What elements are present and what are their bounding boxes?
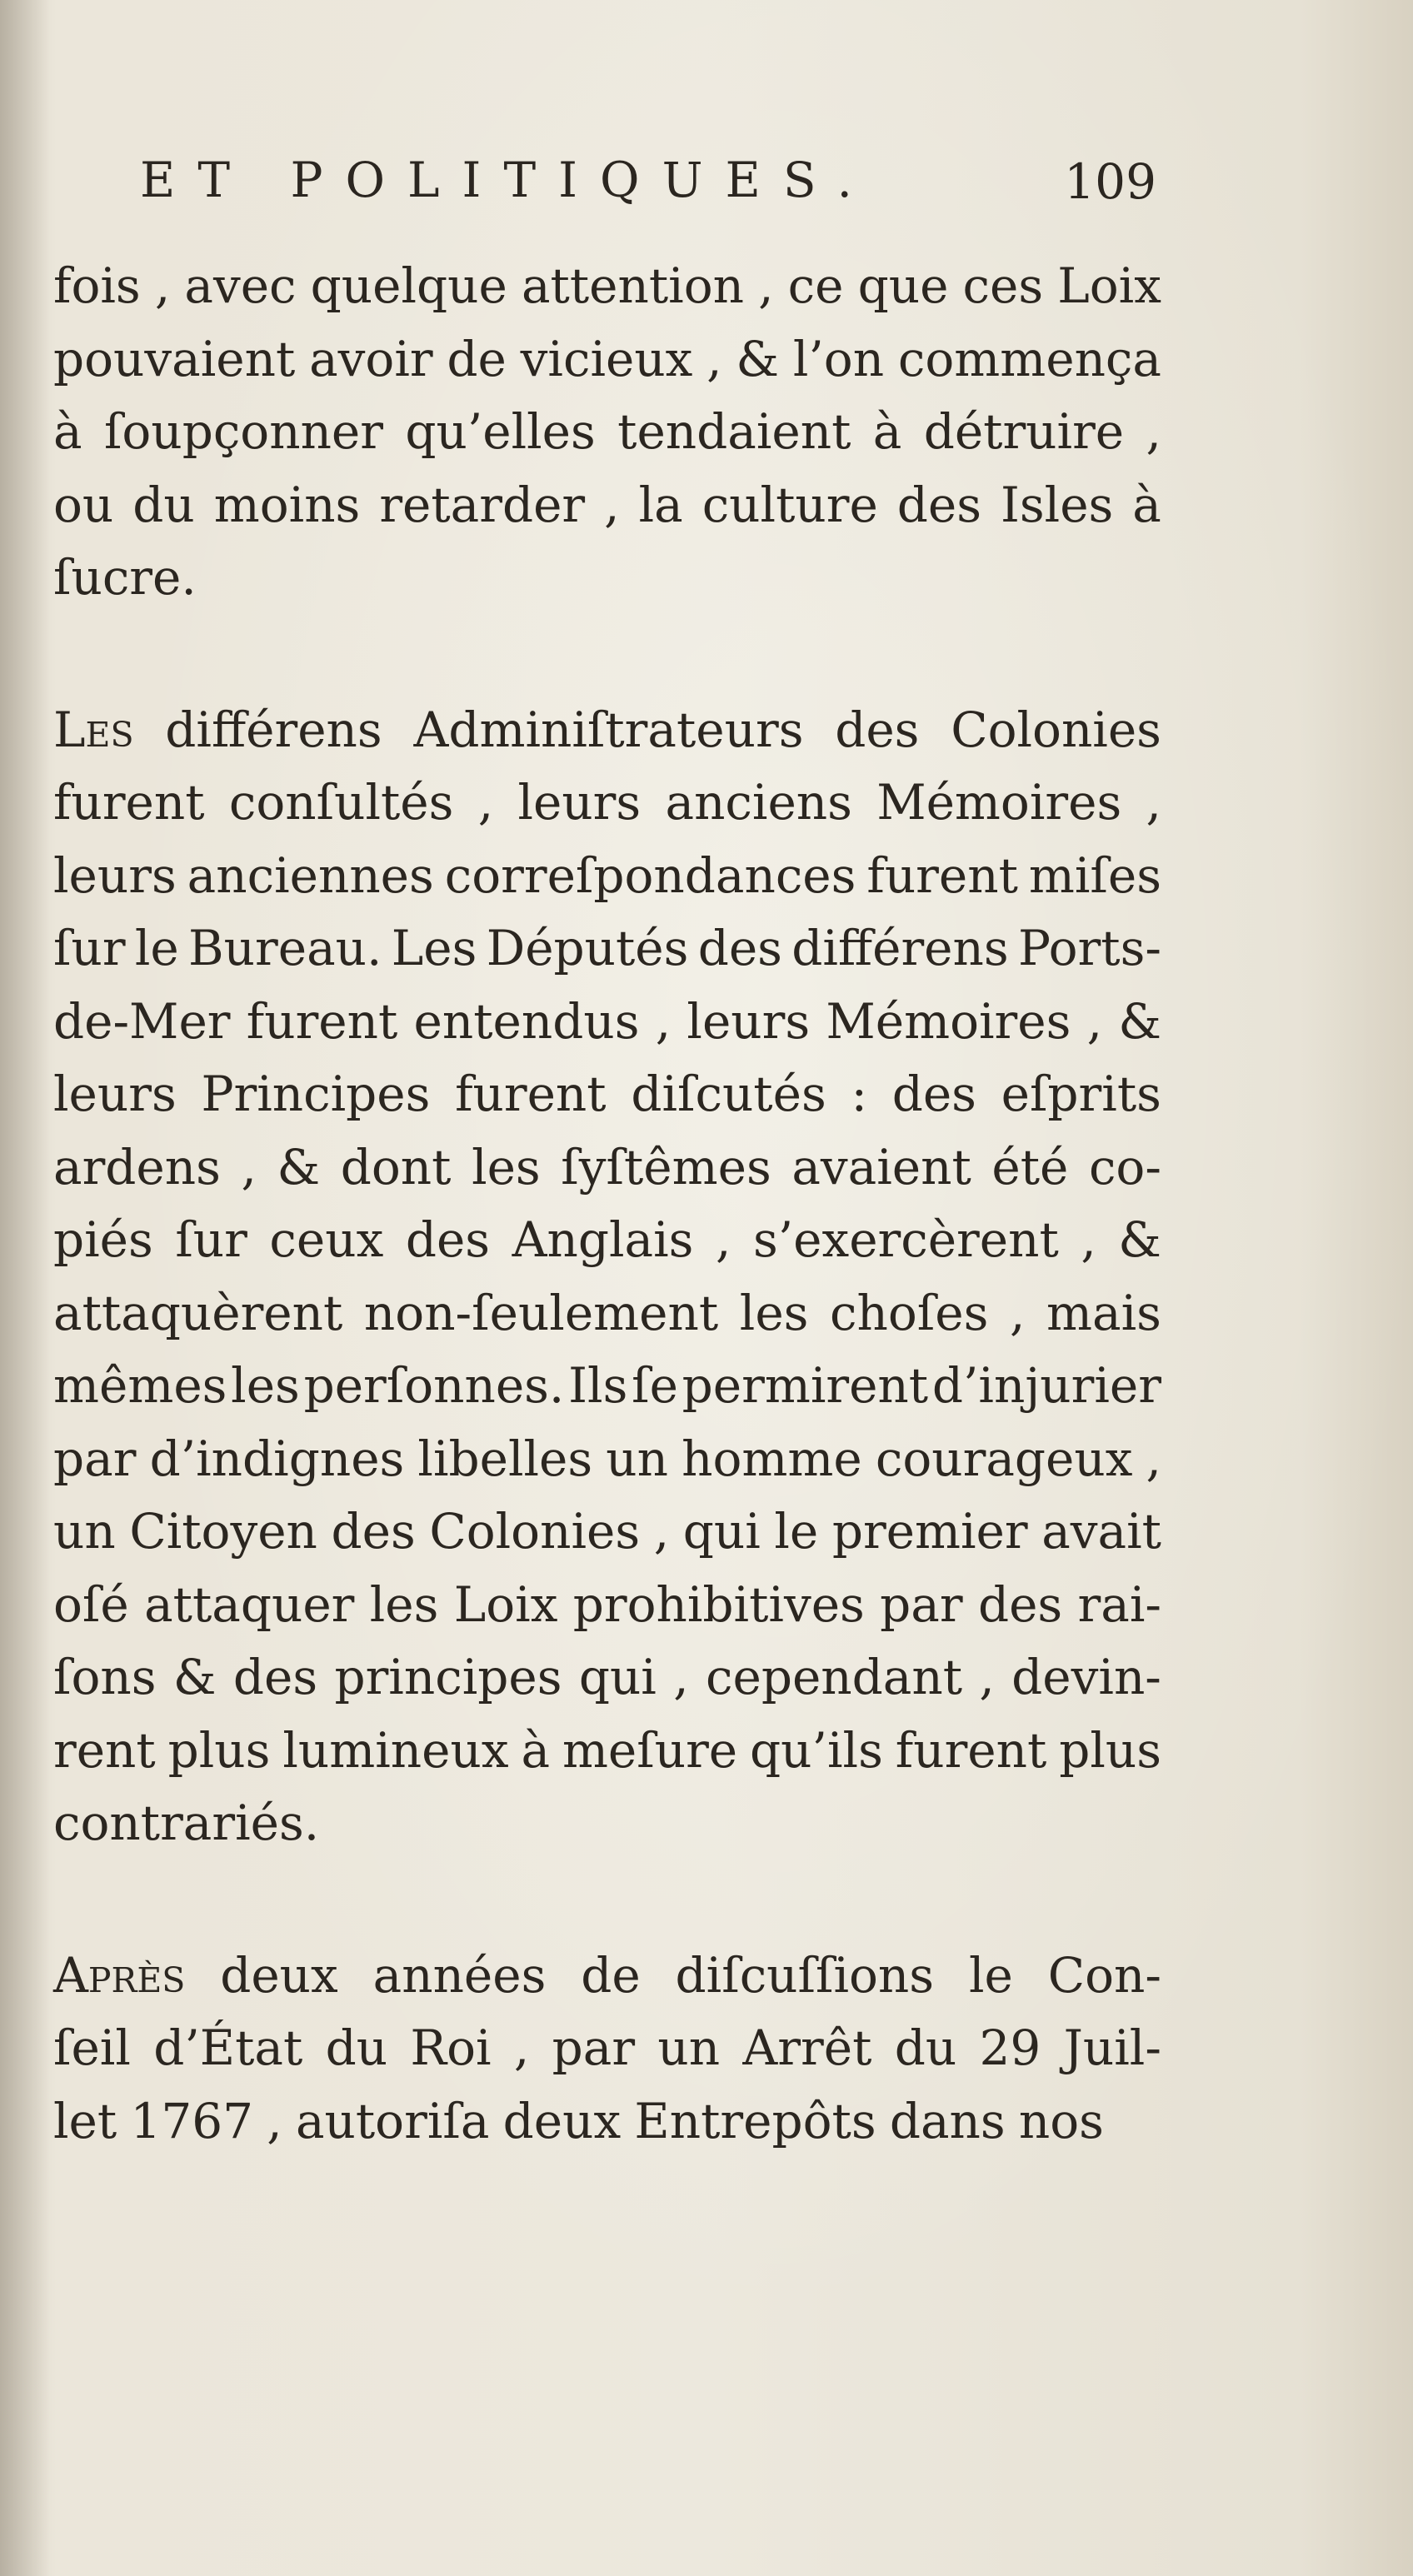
text-line: Après deux années de diſcuſſions le Con- [53, 1946, 1161, 2004]
paragraph [53, 694, 1161, 1860]
text-line: Les différens Adminiſtrateurs des Colonies [53, 701, 1161, 758]
text-line: fois , avec quelque attention , ce que ces Loix [53, 257, 1161, 314]
text-line: ardens , & dont les ſyſtêmes avaient été co- [53, 1138, 1161, 1196]
text-line: ſucre. [53, 549, 197, 606]
running-head [140, 152, 1156, 218]
paragraph-gap [53, 1860, 1161, 1939]
gutter-shadow [0, 0, 50, 2576]
text-line: par d’indignes libelles un homme courageux , [53, 1430, 1161, 1487]
text-line: ſons & des principes qui , cependant , devin- [53, 1649, 1161, 1705]
text-line: un Citoyen des Colonies , qui le premier avait [53, 1503, 1161, 1560]
paragraph [53, 250, 1161, 615]
text-line: ſeil d’État du Roi , par un Arrêt du 29 Juil- [53, 2019, 1161, 2076]
text-line: ou du moins retarder , la culture des Isles à [53, 476, 1161, 533]
page-number: 109 [1064, 153, 1156, 210]
paragraph [53, 1939, 1161, 2159]
body-text [53, 250, 1161, 2158]
running-title: ET POLITIQUES. [140, 152, 875, 208]
text-line: de-Mer furent entendus , leurs Mémoires , & [53, 992, 1161, 1050]
text-line: contrariés. [53, 1795, 320, 1851]
text-line: attaquèrent non-ſeulement les choſes , mais [53, 1284, 1161, 1341]
text-line: à ſoupçonner qu’elles tendaient à détruire , [53, 403, 1161, 460]
text-line: let 1767 , autoriſa deux Entrepôts dans nos [53, 2092, 1104, 2149]
text-line: rent plus lumineux à meſure qu’ils furent plus [53, 1721, 1161, 1779]
text-line: leurs Principes furent diſcutés : des eſprits [53, 1066, 1161, 1122]
text-line: mêmes les perſonnes. Ils ſe permirent d’injurier [53, 1357, 1161, 1414]
text-line: pouvaient avoir de vicieux , & l’on commença [53, 330, 1161, 387]
text-line: piés ſur ceux des Anglais , s’exercèrent , & [53, 1211, 1161, 1268]
text-line: ſur le Bureau. Les Députés des différens Ports- [53, 920, 1161, 976]
text-line: oſé attaquer les Loix prohibitives par des rai- [53, 1575, 1161, 1633]
text-line: furent conſultés , leurs anciens Mémoires , [53, 774, 1161, 831]
paragraph-gap [53, 615, 1161, 694]
text-line: leurs anciennes correſpondances furent miſes [53, 846, 1161, 904]
